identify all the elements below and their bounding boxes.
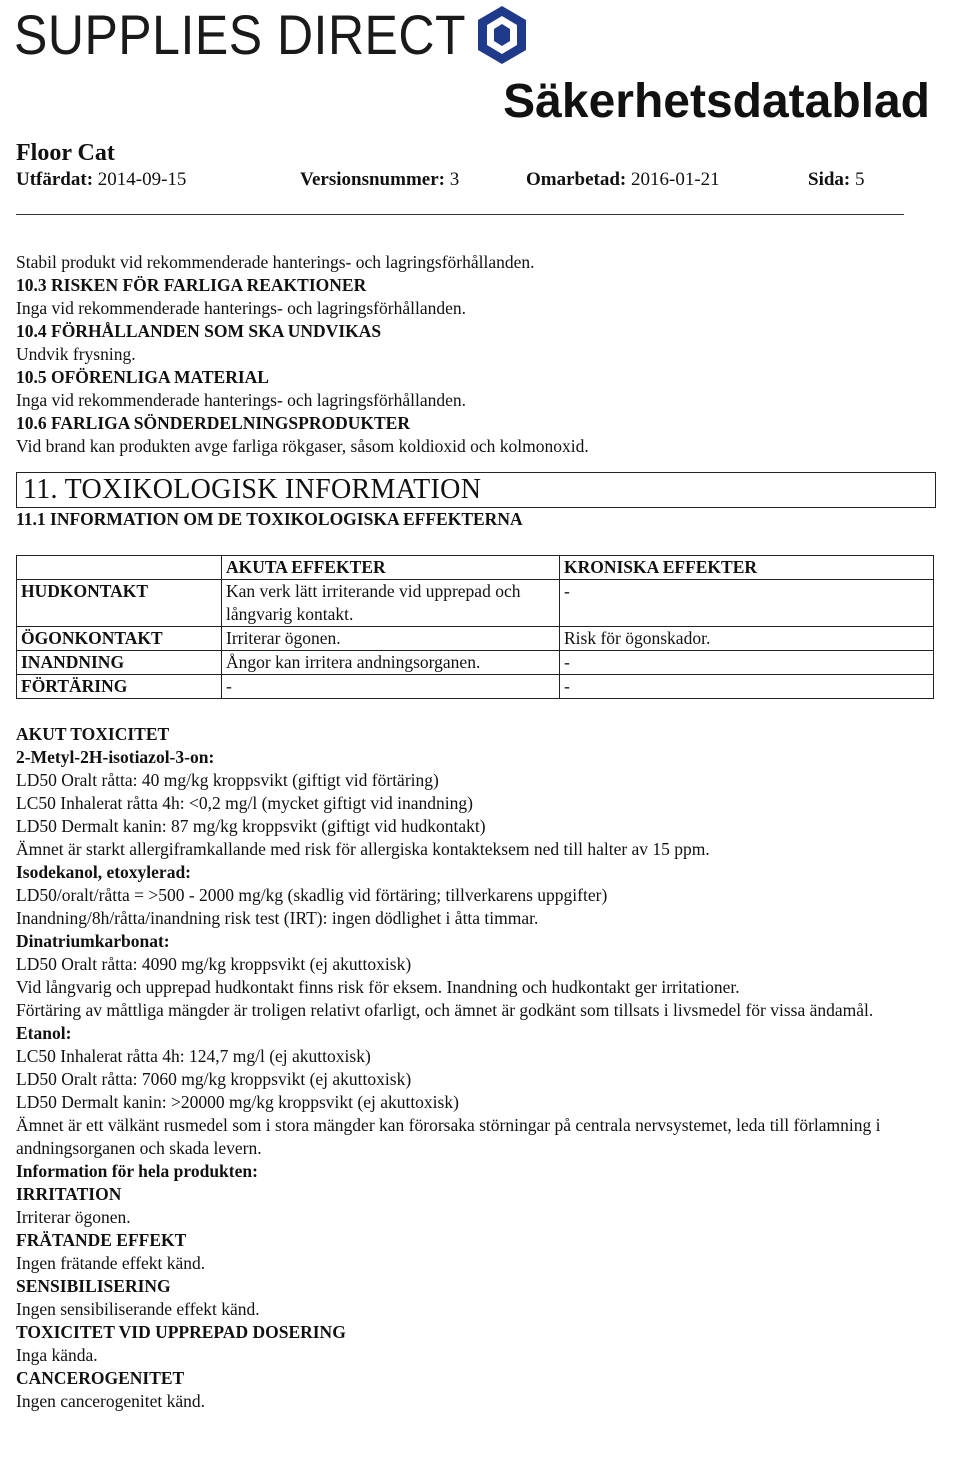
issued-date [16,169,186,191]
acute-cell: Ångor kan irritera andningsorganen. [222,651,560,675]
document-body [16,251,936,1413]
acute-cell: Kan verk lätt irriterande vid upprepad och långvarig kontakt. [222,580,560,627]
table-header-empty [17,556,222,580]
substance-line: LD50 Oralt råtta: 4090 mg/kg kroppsvikt (ej akuttoxisk) [16,954,412,974]
stability-text: Stabil produkt vid rekommenderade hanterings- och lagringsförhållanden. [16,252,535,272]
company-logo [14,4,532,66]
table-row [17,651,934,675]
heading-10-4: 10.4 FÖRHÅLLANDEN SOM SKA UNDVIKAS [16,321,382,341]
route-cell: HUDKONTAKT [17,580,222,627]
page-label: Sida: [808,169,851,190]
substance-line: Vid långvarig och upprepad hudkontakt finns risk för eksem. Inandning och hudkontakt ger irritationer. [16,977,740,997]
substance-line: Inandning/8h/råtta/inandning risk test (IRT): ingen dödlighet i åtta timmar. [16,908,539,928]
version-label: Versionsnummer: [300,169,445,190]
substance-name: 2-Metyl-2H-isotiazol-3-on: [16,747,215,767]
repeated-dose-heading: TOXICITET VID UPPREPAD DOSERING [16,1322,346,1342]
chronic-cell: - [560,580,934,627]
issued-value: 2014-09-15 [97,169,187,190]
substance-name: Dinatriumkarbonat: [16,931,170,951]
substance-line: LD50 Oralt råtta: 40 mg/kg kroppsvikt (giftigt vid förtäring) [16,770,439,790]
corrosive-text: Ingen frätande effekt känd. [16,1253,206,1273]
carcinogenicity-text: Ingen cancerogenitet känd. [16,1391,206,1411]
text-10-4: Undvik frysning. [16,344,136,364]
table-row [17,627,934,651]
acute-cell: Irriterar ögonen. [222,627,560,651]
route-cell: ÖGONKONTAKT [17,627,222,651]
acute-cell: - [222,675,560,699]
text-10-3: Inga vid rekommenderade hanterings- och lagringsförhållanden. [16,298,466,318]
product-name: Floor Cat [16,140,115,166]
page-number [808,169,865,191]
corrosive-heading: FRÄTANDE EFFEKT [16,1230,187,1250]
heading-10-6: 10.6 FARLIGA SÖNDERDELNINGSPRODUKTER [16,413,410,433]
heading-10-3: 10.3 RISKEN FÖR FARLIGA REAKTIONER [16,275,367,295]
chronic-cell: Risk för ögonskador. [560,627,934,651]
chronic-cell: - [560,651,934,675]
substance-line: Ämnet är starkt allergiframkallande med risk för allergiska kontakteksem ned till halter av 15 ppm. [16,839,710,859]
table-row [17,580,934,627]
table-header-row [17,556,934,580]
substance-line: LD50 Oralt råtta: 7060 mg/kg kroppsvikt (ej akuttoxisk) [16,1069,412,1089]
heading-10-5: 10.5 OFÖRENLIGA MATERIAL [16,367,269,387]
revised-date [526,169,720,191]
carcinogenicity-heading: CANCEROGENITET [16,1368,185,1388]
substance-line: Ämnet är ett välkänt rusmedel som i stora mängder kan förorsaka störningar på centrala nervsystemet, leda till förlamning i andningsorganen och skada levern. [16,1115,881,1158]
acute-effects-header: AKUTA EFFEKTER [222,556,560,580]
acute-toxicity-heading: AKUT TOXICITET [16,724,170,744]
document-title: Säkerhetsdatablad [503,75,930,128]
table-row [17,675,934,699]
header-divider [16,214,904,215]
substance-line: Förtäring av måttliga mängder är troligen relativt ofarligt, och ämnet är godkänt som tillsats i livsmedel för vissa ändamål. [16,1000,874,1020]
chronic-cell: - [560,675,934,699]
route-cell: INANDNING [17,651,222,675]
whole-product-heading: Information för hela produkten: [16,1161,258,1181]
sensitisation-text: Ingen sensibiliserande effekt känd. [16,1299,260,1319]
text-10-6: Vid brand kan produkten avge farliga rökgaser, såsom koldioxid och kolmonoxid. [16,436,589,456]
substance-line: LD50 Dermalt kanin: 87 mg/kg kroppsvikt (giftigt vid hudkontakt) [16,816,486,836]
chronic-effects-header: KRONISKA EFFEKTER [560,556,934,580]
irritation-heading: IRRITATION [16,1184,122,1204]
irritation-text: Irriterar ögonen. [16,1207,131,1227]
effects-table [16,555,934,699]
version-number [300,169,459,191]
text-10-5: Inga vid rekommenderade hanterings- och lagringsförhållanden. [16,390,466,410]
issued-label: Utfärdat: [16,169,94,190]
substance-line: LC50 Inhalerat råtta 4h: <0,2 mg/l (mycket giftigt vid inandning) [16,793,473,813]
page-value: 5 [855,169,865,190]
substance-line: LC50 Inhalerat råtta 4h: 124,7 mg/l (ej akuttoxisk) [16,1046,371,1066]
repeated-dose-text: Inga kända. [16,1345,98,1365]
route-cell: FÖRTÄRING [17,675,222,699]
heading-11-1: 11.1 INFORMATION OM DE TOXIKOLOGISKA EFFEKTERNA [16,509,523,529]
substance-line: LD50/oralt/råtta = >500 - 2000 mg/kg (skadlig vid förtäring; tillverkarens uppgifter) [16,885,608,905]
revised-label: Omarbetad: [526,169,627,190]
substance-name: Isodekanol, etoxylerad: [16,862,191,882]
supplies-direct-logo-icon [472,4,532,66]
acute-toxicity-section [16,723,936,1413]
logo-text: SUPPLIES DIRECT [14,3,467,67]
sensitisation-heading: SENSIBILISERING [16,1276,171,1296]
section-11-title: 11. TOXIKOLOGISK INFORMATION [16,472,936,508]
version-value: 3 [449,169,460,190]
substance-name: Etanol: [16,1023,72,1043]
revised-value: 2016-01-21 [631,169,720,190]
substance-line: LD50 Dermalt kanin: >20000 mg/kg kroppsvikt (ej akuttoxisk) [16,1092,459,1112]
